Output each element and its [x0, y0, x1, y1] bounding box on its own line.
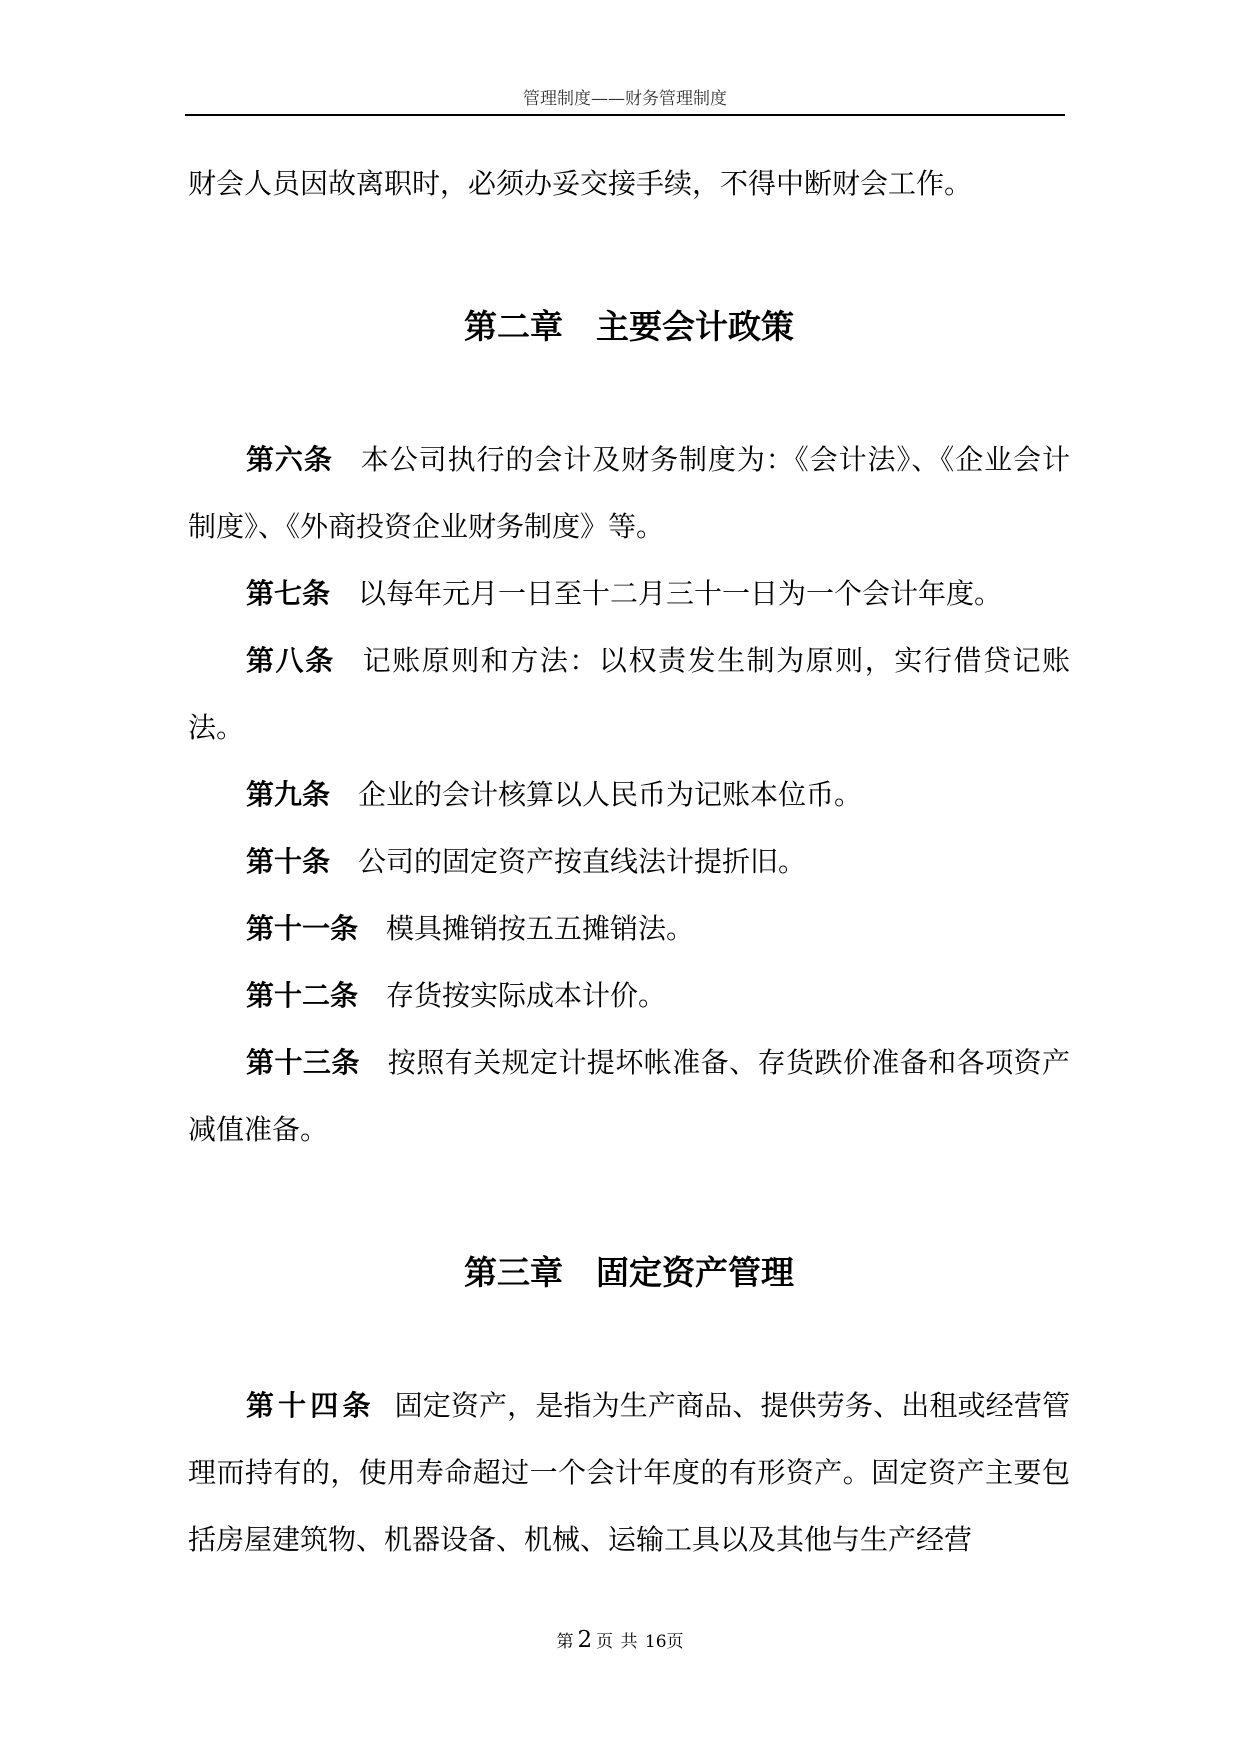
- article-text: 存货按实际成本计价。: [386, 979, 667, 1012]
- article-12: [188, 962, 1070, 1029]
- footer-total-prefix: 共: [620, 1632, 638, 1652]
- chapter-heading: 第二章 主要会计政策: [464, 307, 794, 346]
- carryover-paragraph: 财会人员因故离职时，必须办妥交接手续，不得中断财会工作。: [188, 167, 973, 200]
- footer-total-suffix: 页: [666, 1632, 684, 1652]
- article-14: [188, 1372, 1070, 1573]
- article-label: 第七条: [246, 577, 331, 610]
- article-label: 第十二条: [246, 979, 359, 1012]
- footer-page-suffix: 页: [596, 1632, 614, 1652]
- page-number: 2: [577, 1627, 593, 1653]
- article-text: 以每年元月一日至十二月三十一日为一个会计年度。: [358, 577, 1003, 610]
- article-label: 第八条: [246, 644, 335, 677]
- page-footer: [0, 1627, 1240, 1653]
- article-7: [188, 560, 1070, 627]
- article-10: [188, 828, 1070, 895]
- document-body: [188, 150, 1070, 1573]
- article-11: [188, 895, 1070, 962]
- running-header: 管理制度——财务管理制度: [523, 89, 727, 109]
- article-label: 第十条: [246, 845, 331, 878]
- article-label: 第十四条: [246, 1389, 375, 1422]
- total-pages: 16: [644, 1632, 667, 1652]
- article-text: 公司的固定资产按直线法计提折旧。: [358, 845, 807, 878]
- article-text: 本公司执行的会计及财务制度为：《会计法》、《企业会计制度》、《外商投资企业财务制度》等。: [188, 443, 1070, 543]
- article-label: 第十一条: [246, 912, 359, 945]
- article-text: 按照有关规定计提坏帐准备、存货跌价准备和各项资产减值准备。: [188, 1046, 1070, 1146]
- footer-prefix: 第: [556, 1632, 574, 1652]
- article-6: [188, 426, 1070, 560]
- article-text: 记账原则和方法：以权责发生制为原则，实行借贷记账法。: [188, 644, 1070, 744]
- article-text: 模具摊销按五五摊销法。: [386, 912, 695, 945]
- header-rule: [185, 114, 1065, 116]
- article-9: [188, 761, 1070, 828]
- article-text: 固定资产，是指为生产商品、提供劳务、出租或经营管理而持有的，使用寿命超过一个会计年度的有形资产。固定资产主要包括房屋建筑物、机器设备、机械、运输工具以及其他与生产经营: [188, 1389, 1070, 1556]
- article-label: 第十三条: [246, 1046, 360, 1079]
- article-8: [188, 627, 1070, 761]
- article-label: 第六条: [246, 443, 333, 476]
- article-text: 企业的会计核算以人民币为记账本位币。: [358, 778, 863, 811]
- article-13: [188, 1029, 1070, 1163]
- article-label: 第九条: [246, 778, 331, 811]
- chapter-heading: 第三章 固定资产管理: [464, 1253, 794, 1292]
